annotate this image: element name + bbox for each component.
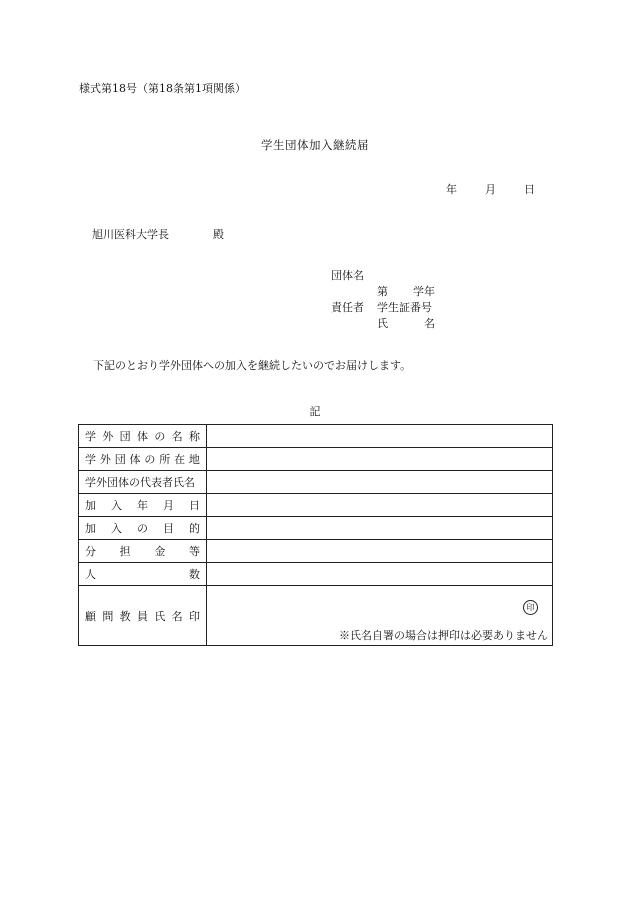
- row-label-char: 教: [119, 609, 131, 623]
- table-row: [79, 471, 553, 494]
- row-label-char: 人: [85, 568, 96, 581]
- row-label-char: 所: [159, 453, 171, 466]
- org-responsible-row: [331, 300, 441, 316]
- row-label-text: [85, 520, 200, 536]
- row-label: [79, 425, 207, 448]
- seal-note: ※氏名自署の場合は押印は必要ありません: [339, 629, 548, 642]
- grade-label: [377, 284, 435, 300]
- grade-suffix: 学年: [413, 285, 435, 298]
- addressee: [92, 226, 224, 242]
- row-label-char: 地: [188, 453, 200, 466]
- row-label-char: 等: [188, 545, 200, 558]
- row-label-text: [85, 497, 200, 513]
- table-row: [79, 563, 553, 586]
- row-label-char: 団: [119, 430, 131, 443]
- row-label-char: 外: [102, 430, 114, 443]
- person-name-char-2: 名: [424, 317, 435, 330]
- row-label: [79, 563, 207, 586]
- organization-block: [331, 268, 441, 332]
- row-label-char: 担: [119, 545, 131, 558]
- row-label-char: 日: [189, 499, 200, 512]
- row-value-field[interactable]: [207, 563, 553, 586]
- row-label-char: 金: [154, 545, 166, 558]
- row-label-char: 年: [137, 499, 148, 512]
- row-label-char: 入: [111, 522, 122, 535]
- row-label-char: の: [144, 453, 156, 466]
- person-name-label: [377, 316, 435, 332]
- ki-heading: 記: [309, 405, 321, 418]
- row-label-char: の: [154, 430, 166, 443]
- row-label-char: 月: [163, 499, 174, 512]
- responsible-label: 責任者: [331, 301, 364, 314]
- row-label-char: 数: [189, 568, 200, 581]
- row-label-char: 名: [171, 609, 183, 623]
- row-label-char: 団: [114, 453, 126, 466]
- intro-text: 下記のとおり学外団体への加入を継続したいのでお届けします。: [93, 359, 412, 372]
- row-label-char: 名: [171, 430, 183, 443]
- row-label-char: 外: [99, 453, 111, 466]
- student-id-label: 学生証番号: [377, 301, 432, 314]
- row-label-text: [85, 474, 200, 490]
- row-label-char: 称: [188, 430, 200, 443]
- table-row: [79, 586, 553, 646]
- addressee-name: 旭川医科大学長: [92, 228, 169, 241]
- row-value-field[interactable]: [207, 471, 553, 494]
- row-label-char: 分: [85, 545, 96, 558]
- table-row: [79, 448, 553, 471]
- table-row: [79, 540, 553, 563]
- row-label: [79, 586, 207, 646]
- row-label-char: 学: [85, 430, 96, 443]
- row-label-char: 体: [136, 430, 148, 443]
- row-label-char: 学外団体の代表者氏名: [85, 476, 195, 489]
- row-value-field[interactable]: [207, 540, 553, 563]
- table-row: [79, 425, 553, 448]
- row-value-field[interactable]: [207, 425, 553, 448]
- org-name-label: 団体名: [331, 269, 364, 282]
- row-label-char: 的: [189, 522, 200, 535]
- addressee-honorific: 殿: [213, 228, 224, 241]
- row-label-char: 員: [136, 609, 148, 623]
- row-label-char: の: [137, 522, 148, 535]
- table-row: [79, 494, 553, 517]
- row-label-text: [85, 543, 200, 559]
- row-label-text: [85, 566, 200, 582]
- row-value-field[interactable]: [207, 586, 553, 646]
- row-label-char: 加: [85, 499, 96, 512]
- person-name-char-1: 氏: [377, 317, 388, 330]
- row-label-text: [85, 451, 200, 467]
- org-name-row: [331, 268, 441, 284]
- row-label-char: 印: [188, 609, 200, 623]
- row-value-field[interactable]: [207, 494, 553, 517]
- items-table: [78, 424, 553, 646]
- row-label-char: 入: [111, 499, 122, 512]
- row-label: [79, 471, 207, 494]
- row-label: [79, 494, 207, 517]
- row-label: [79, 540, 207, 563]
- date-day: 日: [524, 183, 535, 196]
- row-value-field[interactable]: [207, 448, 553, 471]
- row-label-char: 氏: [154, 609, 166, 623]
- row-label-char: 問: [102, 609, 114, 623]
- row-label-char: 学: [85, 453, 96, 466]
- row-label: [79, 517, 207, 540]
- grade-prefix: 第: [377, 285, 388, 298]
- row-label-char: 体: [129, 453, 141, 466]
- document-title: 学生団体加入継続届: [261, 138, 369, 152]
- seal-mark-icon: 印: [523, 600, 538, 615]
- row-label-char: 目: [163, 522, 174, 535]
- date-year: 年: [446, 183, 457, 196]
- form-number: 様式第18号（第18条第1項関係）: [79, 82, 246, 95]
- date-line: [446, 181, 535, 197]
- table-row: [79, 517, 553, 540]
- row-label-text: [85, 428, 200, 444]
- row-label-text: [85, 608, 200, 624]
- row-label-char: 加: [85, 522, 96, 535]
- date-month: 月: [485, 183, 496, 196]
- org-person-name-row: [331, 316, 441, 332]
- row-label: [79, 448, 207, 471]
- row-value-field[interactable]: [207, 517, 553, 540]
- row-label-char: 在: [174, 453, 186, 466]
- org-grade-row: [331, 284, 441, 300]
- row-label-char: 顧: [85, 609, 96, 623]
